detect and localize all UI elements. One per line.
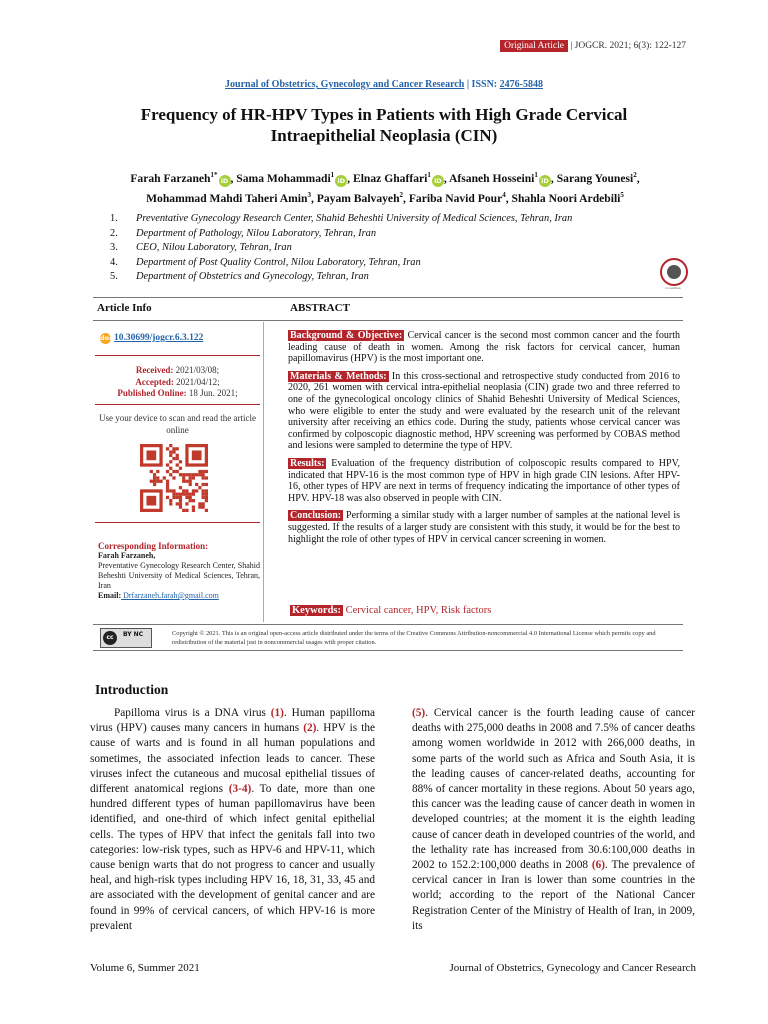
email-label: Email: bbox=[98, 591, 122, 600]
affiliation-number: 5. bbox=[110, 271, 118, 282]
corr-name: Farah Farzaneh, bbox=[98, 551, 156, 560]
affiliation-number: 2. bbox=[110, 227, 118, 239]
corresponding-info bbox=[98, 541, 260, 601]
affiliation-text: Department of Obstetrics and Gynecology, Tehran, Iran bbox=[136, 271, 369, 282]
accepted-date: 2021/04/12; bbox=[173, 376, 220, 387]
doi-link[interactable]: 10.30699/jogcr.6.3.122 bbox=[114, 333, 204, 343]
article-type-tag: Original Article bbox=[500, 40, 568, 52]
author-separator: , bbox=[636, 171, 640, 185]
abstract-section-label: Materials & Methods: bbox=[290, 370, 387, 382]
citation-link[interactable]: (1) bbox=[270, 707, 284, 719]
crossmark-label: CrossMark bbox=[665, 286, 681, 290]
affiliation-text: Preventative Gynecology Research Center, Shahid Beheshti University of Medical Sciences, Tehran, Iran bbox=[136, 213, 573, 224]
cc-license-icon[interactable] bbox=[100, 628, 152, 648]
qr-code-icon[interactable] bbox=[140, 444, 208, 512]
author-name: Elnaz Ghaffari bbox=[352, 171, 428, 185]
received-date: 2021/03/08; bbox=[173, 365, 220, 375]
abstract-heading: ABSTRACT bbox=[290, 302, 350, 314]
orcid-icon[interactable]: iD bbox=[539, 175, 551, 187]
divider bbox=[95, 355, 260, 356]
cc-badge-text: BY NC bbox=[123, 631, 144, 638]
affiliation-text: Department of Pathology, Nilou Laboratory, Tehran, Iran bbox=[136, 227, 377, 239]
divider bbox=[93, 320, 683, 321]
body-text: . To date, more than one hundred different types of human papillomavirus have been identified, and one-third of which infect genital epithelial cells. The types of HPV that infect the genitals fall into two categories: low-risk types, such as HPV-6 and HPV-11, which cause benign warts that do not progress to cancer and usually heal, and high-risk types including HPV 16, 18, 31, 33, 45 and are associated with the development of genital cancer and are found in 99% of cervical cancers, of which HPV-16 is more prevalent bbox=[90, 783, 375, 932]
divider bbox=[93, 650, 683, 651]
divider bbox=[95, 404, 260, 405]
published-date: 18 Jun. 2021; bbox=[186, 388, 238, 398]
journal-name-link[interactable]: Journal of Obstetrics, Gynecology and Cancer Research bbox=[225, 79, 465, 90]
affiliation-item bbox=[110, 270, 670, 285]
abstract-section bbox=[288, 330, 680, 365]
keywords-label: Keywords: bbox=[292, 605, 341, 616]
cc-icon: cc bbox=[103, 631, 117, 645]
orcid-icon[interactable]: iD bbox=[432, 175, 444, 187]
author-separator: , bbox=[505, 191, 512, 205]
introduction-heading: Introduction bbox=[95, 682, 169, 697]
corr-heading: Corresponding Information: bbox=[98, 541, 209, 551]
author-affiliation-sup: 2 bbox=[399, 190, 404, 199]
scan-instruction: Use your device to scan and read the article online bbox=[99, 413, 256, 435]
intro-column-left bbox=[90, 706, 375, 934]
affiliation-list bbox=[110, 212, 670, 285]
citation-link[interactable]: (6) bbox=[591, 859, 606, 872]
divider bbox=[93, 297, 683, 298]
header-citation bbox=[500, 41, 686, 51]
accepted-label: Accepted: bbox=[135, 376, 174, 387]
author-separator: , bbox=[230, 171, 237, 185]
footer-journal: Journal of Obstetrics, Gynecology and Cancer Research bbox=[449, 962, 696, 974]
abstract-section-text: Evaluation of the frequency distribution of colposcopic results compared to HPV, indicated that HPV-16 is the most common type of HPV in high grade CIN lesions. After HPV-16, other types of HPV are next in terms of frequency indicating the importance of other types of HPV. HPV-18 was also observed in people with CIN. bbox=[288, 457, 680, 504]
body-text: . Human papilloma virus (HPV) causes many cancers in humans bbox=[90, 707, 375, 735]
abstract-section-label: Background & Objective: bbox=[290, 330, 403, 341]
divider bbox=[93, 624, 683, 625]
body-text: . HPV is the cause of warts and is found in all human populations and sometimes, the associated infection leads to cancer. These viruses infect the cutaneous and mucosal epithelial tissues of different anatomical regions bbox=[90, 722, 375, 796]
footer-volume: Volume 6, Summer 2021 bbox=[90, 962, 200, 974]
body-text: Papilloma virus is a DNA virus bbox=[114, 707, 271, 719]
affiliation-text: CEO, Nilou Laboratory, Tehran, Iran bbox=[136, 242, 292, 253]
author-affiliation-sup: 2 bbox=[633, 171, 637, 179]
orcid-icon[interactable]: iD bbox=[219, 175, 231, 187]
author-affiliation-sup: 4 bbox=[502, 190, 506, 199]
abstract-section bbox=[288, 458, 680, 504]
journal-line bbox=[0, 79, 768, 90]
author-name: Sarang Younesi bbox=[556, 171, 634, 185]
title-line: Intraepithelial Neoplasia (CIN) bbox=[270, 126, 498, 145]
abstract-body bbox=[288, 330, 680, 551]
orcid-icon[interactable]: iD bbox=[335, 175, 347, 187]
body-text: . The prevalence of cervical cancer in Iran is lower than some countries in the world; according to the report of the National Cancer Registration Center of the Ministry of Health of Iran, in 2009, its bbox=[412, 859, 695, 932]
affiliation-number: 3. bbox=[110, 242, 118, 253]
author-name: Sama Mohammadi bbox=[236, 171, 331, 185]
affiliation-item bbox=[110, 212, 670, 227]
keywords-text: Cervical cancer, HPV, Risk factors bbox=[343, 605, 492, 616]
author-affiliation-sup: 3 bbox=[307, 190, 311, 199]
doi-icon: doi bbox=[100, 334, 112, 342]
article-info-heading: Article Info bbox=[97, 302, 152, 314]
crossmark-icon[interactable] bbox=[660, 258, 688, 286]
author-affiliation-sup: 1 bbox=[330, 171, 335, 179]
abstract-section-label: Results: bbox=[290, 457, 325, 469]
author-affiliation-sup: 1* bbox=[210, 171, 218, 179]
author-separator: , bbox=[347, 171, 353, 185]
author-name: Afsaneh Hosseini bbox=[449, 171, 535, 185]
abstract-section bbox=[288, 371, 680, 452]
affiliation-number: 1. bbox=[110, 213, 118, 224]
title-line: Frequency of HR-HPV Types in Patients with High Grade Cervical bbox=[140, 105, 628, 124]
author-list bbox=[60, 167, 710, 207]
author-name: Mohammad Mahdi Taheri Amin bbox=[146, 191, 308, 205]
author-affiliation-sup: 1 bbox=[534, 171, 538, 179]
published-label: Published Online: bbox=[117, 388, 187, 398]
keywords-line bbox=[290, 605, 491, 616]
citation-text: | JOGCR. 2021; 6(3): 122-127 bbox=[567, 41, 686, 51]
body-text: . Cervical cancer is the fourth leading cause of cancer deaths with 275,000 deaths in 2008 and 7.5% of cancer deaths among women worldwide in 2012 with 266,000 deaths, in some parts of the world such as Africa and South Asia, it is the leading causes of cancer-related deaths, accounting for 88% of cancer mortality in these regions. About 50 years ago, this cancer was the leading cause of cancer death in women in developed countries; at the moment it is the eighth leading cause of cancer death in developed countries of the world, and the lethality rate has increased from 30.6:100,000 deaths in 2002 to 152.2:100,000 deaths in 2008 bbox=[412, 707, 695, 872]
author-name: Shahla Noori Ardebili bbox=[511, 191, 621, 205]
citation-link[interactable]: (2) bbox=[303, 722, 317, 735]
email-link[interactable]: Drfarzaneh.farah@gmail.com bbox=[121, 591, 219, 600]
dates-block bbox=[95, 365, 260, 400]
divider bbox=[95, 522, 260, 523]
received-label: Received: bbox=[135, 365, 174, 375]
author-separator: , bbox=[443, 171, 450, 185]
affiliation-item bbox=[110, 241, 670, 256]
author-name: Payam Balvayeh bbox=[316, 191, 400, 205]
author-affiliation-sup: 1 bbox=[427, 171, 431, 179]
affiliation-text: Department of Post Quality Control, Nilou Laboratory, Tehran, Iran bbox=[136, 256, 421, 268]
author-separator: , bbox=[403, 191, 409, 205]
author-name: Fariba Navid Pour bbox=[408, 191, 503, 205]
copyright-text: Copyright © 2021. This is an original open-access article distributed under the terms of the Creative Commons Attribution-noncommercial 4.0 International License which permits copy and redistribution of the material just in noncommercial usages with proper citation. bbox=[172, 630, 656, 646]
author-name: Farah Farzaneh bbox=[130, 171, 211, 185]
abstract-section-text: Performing a similar study with a larger number of samples at the national level is suggested. If the results of a larger study are consistent with this study, it would be for the best to highlight the role of other types of HPV in cervical cancer screening in women. bbox=[288, 510, 680, 545]
abstract-section-text: Cervical cancer is the second most common cancer and the fourth leading cause of death in women. Among the risk factors for cervical cancer, human papillomavirus (HPV) is the most important one. bbox=[288, 330, 680, 365]
affiliation-number: 4. bbox=[110, 256, 118, 268]
abstract-section-text: In this cross-sectional and retrospective study conducted from 2016 to 2020, 261 women with cervical intra-epithelial neoplasia (CIN) grade two and three referred to one of the gynecological oncology clinics of Shahid Beheshti University of Medical Sciences, who were eligible to enter the study and were evaluated by the research unit of the relevant university after receiving an ethics code. During the study, patients whose cervical cancer was confirmed by colposcopic diagnostic method, HPV screening was performed by COBAS method and lesions were sampled to determine the type of HPV. bbox=[288, 370, 680, 452]
author-affiliation-sup: 5 bbox=[620, 190, 624, 199]
affiliation-item bbox=[110, 227, 670, 242]
intro-column-right bbox=[412, 706, 695, 934]
corr-address: Preventative Gynecology Research Center, Shahid Beheshti University of Medical Sciences, Tehran, Iran bbox=[98, 561, 260, 590]
paper-title bbox=[0, 104, 768, 146]
abstract-section bbox=[288, 510, 680, 545]
author-separator: , bbox=[550, 171, 557, 185]
citation-link[interactable]: (5) bbox=[412, 707, 426, 719]
issn-link[interactable]: 2476-5848 bbox=[499, 79, 543, 90]
author-separator: , bbox=[310, 191, 317, 205]
citation-link[interactable]: (3-4) bbox=[228, 783, 252, 796]
issn-sep: | ISSN: bbox=[464, 79, 500, 90]
affiliation-item bbox=[110, 256, 670, 271]
abstract-section-label: Conclusion: bbox=[290, 510, 342, 522]
